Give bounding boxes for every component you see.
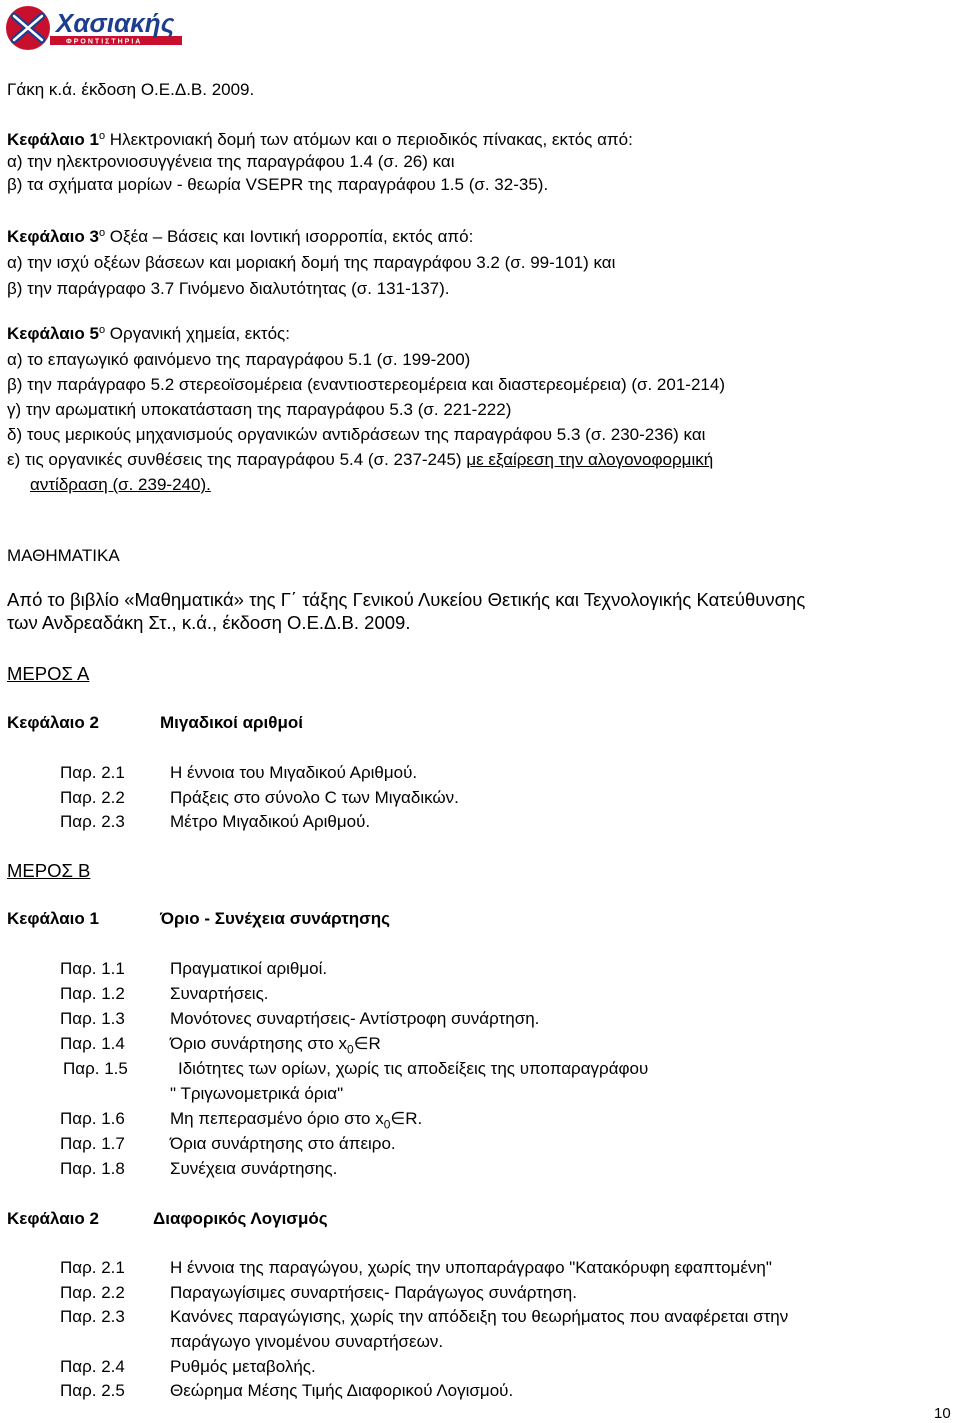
list-item: α) την ηλεκτρονιοσυγγένεια της παραγράφου 1.4 (σ. 26) και <box>7 152 455 171</box>
list-item: β) την παράγραφο 3.7 Γινόμενο διαλυτότητας (σ. 131-137). <box>7 279 450 298</box>
chapter-5-heading <box>7 323 290 344</box>
paragraph-text: Μη πεπερασμένο όριο στο x <box>170 1109 384 1128</box>
intro-line: των Ανδρεαδάκη Στ., κ.ά., έκδοση Ο.Ε.Δ.Β. 2009. <box>7 612 411 633</box>
intro-line: Από το βιβλίο «Μαθηματικά» της Γ΄ τάξης Γενικού Λυκείου Θετικής και Τεχνολογικής Κατεύθυνσης <box>7 589 806 610</box>
page-number: 10 <box>934 1405 951 1422</box>
paragraph-title-continued: παράγωγο γινομένου συναρτήσεων. <box>170 1332 444 1351</box>
paragraph-title-continued: " Τριγωνομετρικά όρια" <box>170 1084 344 1103</box>
paragraph-number: Παρ. 2.2 <box>60 788 125 807</box>
paragraph-text: Όριο συνάρτησης στο x <box>170 1034 348 1053</box>
chapter-title: Όριο - Συνέχεια συνάρτησης <box>160 909 391 928</box>
paragraph-title: Μέτρο Μιγαδικού Αριθμού. <box>170 812 371 831</box>
paragraph-title: Η έννοια της παραγώγου, χωρίς την υποπαράγραφο "Κατακόρυφη εφαπτομένη" <box>170 1258 772 1277</box>
subscript: 0 <box>347 1042 354 1057</box>
paragraph-number: Παρ. 1.4 <box>60 1034 125 1053</box>
paragraph-title <box>170 1108 422 1135</box>
paragraph-number: Παρ. 2.5 <box>60 1381 125 1400</box>
paragraph-number: Παρ. 1.2 <box>60 984 125 1003</box>
paragraph-number: Παρ. 1.6 <box>60 1109 125 1128</box>
paragraph-title: Ρυθμός μεταβολής. <box>170 1357 316 1376</box>
paragraph-number: Παρ. 1.8 <box>60 1159 125 1178</box>
logo <box>4 2 184 54</box>
subscript: 0 <box>383 1117 391 1132</box>
paragraph-title: Πραγματικοί αριθμοί. <box>170 959 328 978</box>
logo-subtitle: ΦΡΟΝΤΙΣΤΗΡΙΑ <box>66 38 143 46</box>
chapter-label: Κεφάλαιο 3 <box>7 227 99 246</box>
chapter-3-heading <box>7 226 473 247</box>
chapter-title: Μιγαδικοί αριθμοί <box>160 713 303 732</box>
chapter-label: Κεφάλαιο 5 <box>7 324 99 343</box>
exception-note-continued: αντίδραση (σ. 239-240). <box>30 475 211 494</box>
list-item: β) τα σχήματα μορίων - θεωρία VSEPR της παραγράφου 1.5 (σ. 32-35). <box>7 175 549 194</box>
paragraph-title: Η έννοια του Μιγαδικού Αριθμού. <box>170 763 418 782</box>
paragraph-title: Συναρτήσεις. <box>170 984 269 1003</box>
paragraph-number: Παρ. 2.1 <box>60 1258 125 1277</box>
chapter-label: Κεφάλαιο 2 <box>7 1209 99 1228</box>
paragraph-title: Ιδιότητες των ορίων, χωρίς τις αποδείξεις της υποπαραγράφου <box>178 1059 649 1078</box>
chapter-title: Οργανική χημεία, εκτός: <box>105 324 290 343</box>
paragraph-number: Παρ. 2.1 <box>60 763 125 782</box>
exception-note: με εξαίρεση την αλογονοφορμική <box>466 450 714 469</box>
subject-heading: ΜΑΘΗΜΑΤΙΚΑ <box>7 546 120 565</box>
list-item: β) την παράγραφο 5.2 στερεοϊσομέρεια (εναντιοστερεομέρεια και διαστερεομέρεια) (σ. 201-214) <box>7 375 725 394</box>
ordinal-sup: ο <box>98 324 106 336</box>
paragraph-number: Παρ. 2.3 <box>60 1307 125 1326</box>
paragraph-title: Μονότονες συναρτήσεις- Αντίστροφη συνάρτηση. <box>170 1009 540 1028</box>
paragraph-number: Παρ. 2.4 <box>60 1357 125 1376</box>
paragraph-number: Παρ. 2.3 <box>60 812 125 831</box>
paragraph-title: Κανόνες παραγώγισης, χωρίς την απόδειξη του θεωρήματος που αναφέρεται στην <box>170 1307 789 1326</box>
paragraph-number: Παρ. 2.2 <box>60 1283 125 1302</box>
list-item-text: ε) τις οργανικές συνθέσεις της παραγράφου 5.4 (σ. 237-245) <box>7 450 467 469</box>
chapter-title: Διαφορικός Λογισμός <box>153 1209 328 1228</box>
paragraph-title: Συνέχεια συνάρτησης. <box>170 1159 338 1178</box>
paragraph-title: Πράξεις στο σύνολο C των Μιγαδικών. <box>170 788 459 807</box>
chapter-label: Κεφάλαιο 1 <box>7 130 99 149</box>
paragraph-number: Παρ. 1.7 <box>60 1134 125 1153</box>
paragraph-title: Θεώρημα Μέσης Τιμής Διαφορικού Λογισμού. <box>170 1381 514 1400</box>
paragraph-text-tail: ∈R <box>353 1034 381 1053</box>
list-item <box>7 449 713 470</box>
paragraph-number: Παρ. 1.5 <box>63 1059 128 1078</box>
list-item: γ) την αρωματική υποκατάσταση της παραγράφου 5.3 (σ. 221-222) <box>7 400 512 419</box>
source-line: Γάκη κ.ά. έκδοση Ο.Ε.Δ.Β. 2009. <box>7 80 255 99</box>
paragraph-title <box>170 1033 381 1060</box>
list-item: α) την ισχύ οξέων βάσεων και μοριακή δομή της παραγράφου 3.2 (σ. 99-101) και <box>7 253 616 272</box>
chapter-label: Κεφάλαιο 1 <box>7 909 99 928</box>
chapter-title: Ηλεκτρονιακή δομή των ατόμων και ο περιοδικός πίνακας, εκτός από: <box>105 130 633 149</box>
paragraph-number: Παρ. 1.1 <box>60 959 125 978</box>
chapter-label: Κεφάλαιο 2 <box>7 713 99 732</box>
list-item: α) το επαγωγικό φαινόμενο της παραγράφου 5.1 (σ. 199-200) <box>7 350 471 369</box>
chapter-1-heading <box>7 129 633 150</box>
chapter-title: Οξέα – Βάσεις και Ιοντική ισορροπία, εκτός από: <box>105 227 474 246</box>
paragraph-number: Παρ. 1.3 <box>60 1009 125 1028</box>
logo-text: Χασιακής <box>56 8 175 38</box>
paragraph-title: Παραγωγίσιμες συναρτήσεις- Παράγωγος συνάρτηση. <box>170 1283 577 1302</box>
ordinal-sup: ο <box>98 227 106 239</box>
paragraph-title: Όρια συνάρτησης στο άπειρο. <box>170 1134 396 1153</box>
part-a-heading: ΜΕΡΟΣ Α <box>7 663 90 684</box>
ordinal-sup: ο <box>98 130 106 142</box>
part-b-heading: ΜΕΡΟΣ Β <box>7 860 91 881</box>
list-item: δ) τους μερικούς μηχανισμούς οργανικών αντιδράσεων της παραγράφου 5.3 (σ. 230-236) και <box>7 425 706 444</box>
paragraph-text-tail: ∈R. <box>390 1109 423 1128</box>
